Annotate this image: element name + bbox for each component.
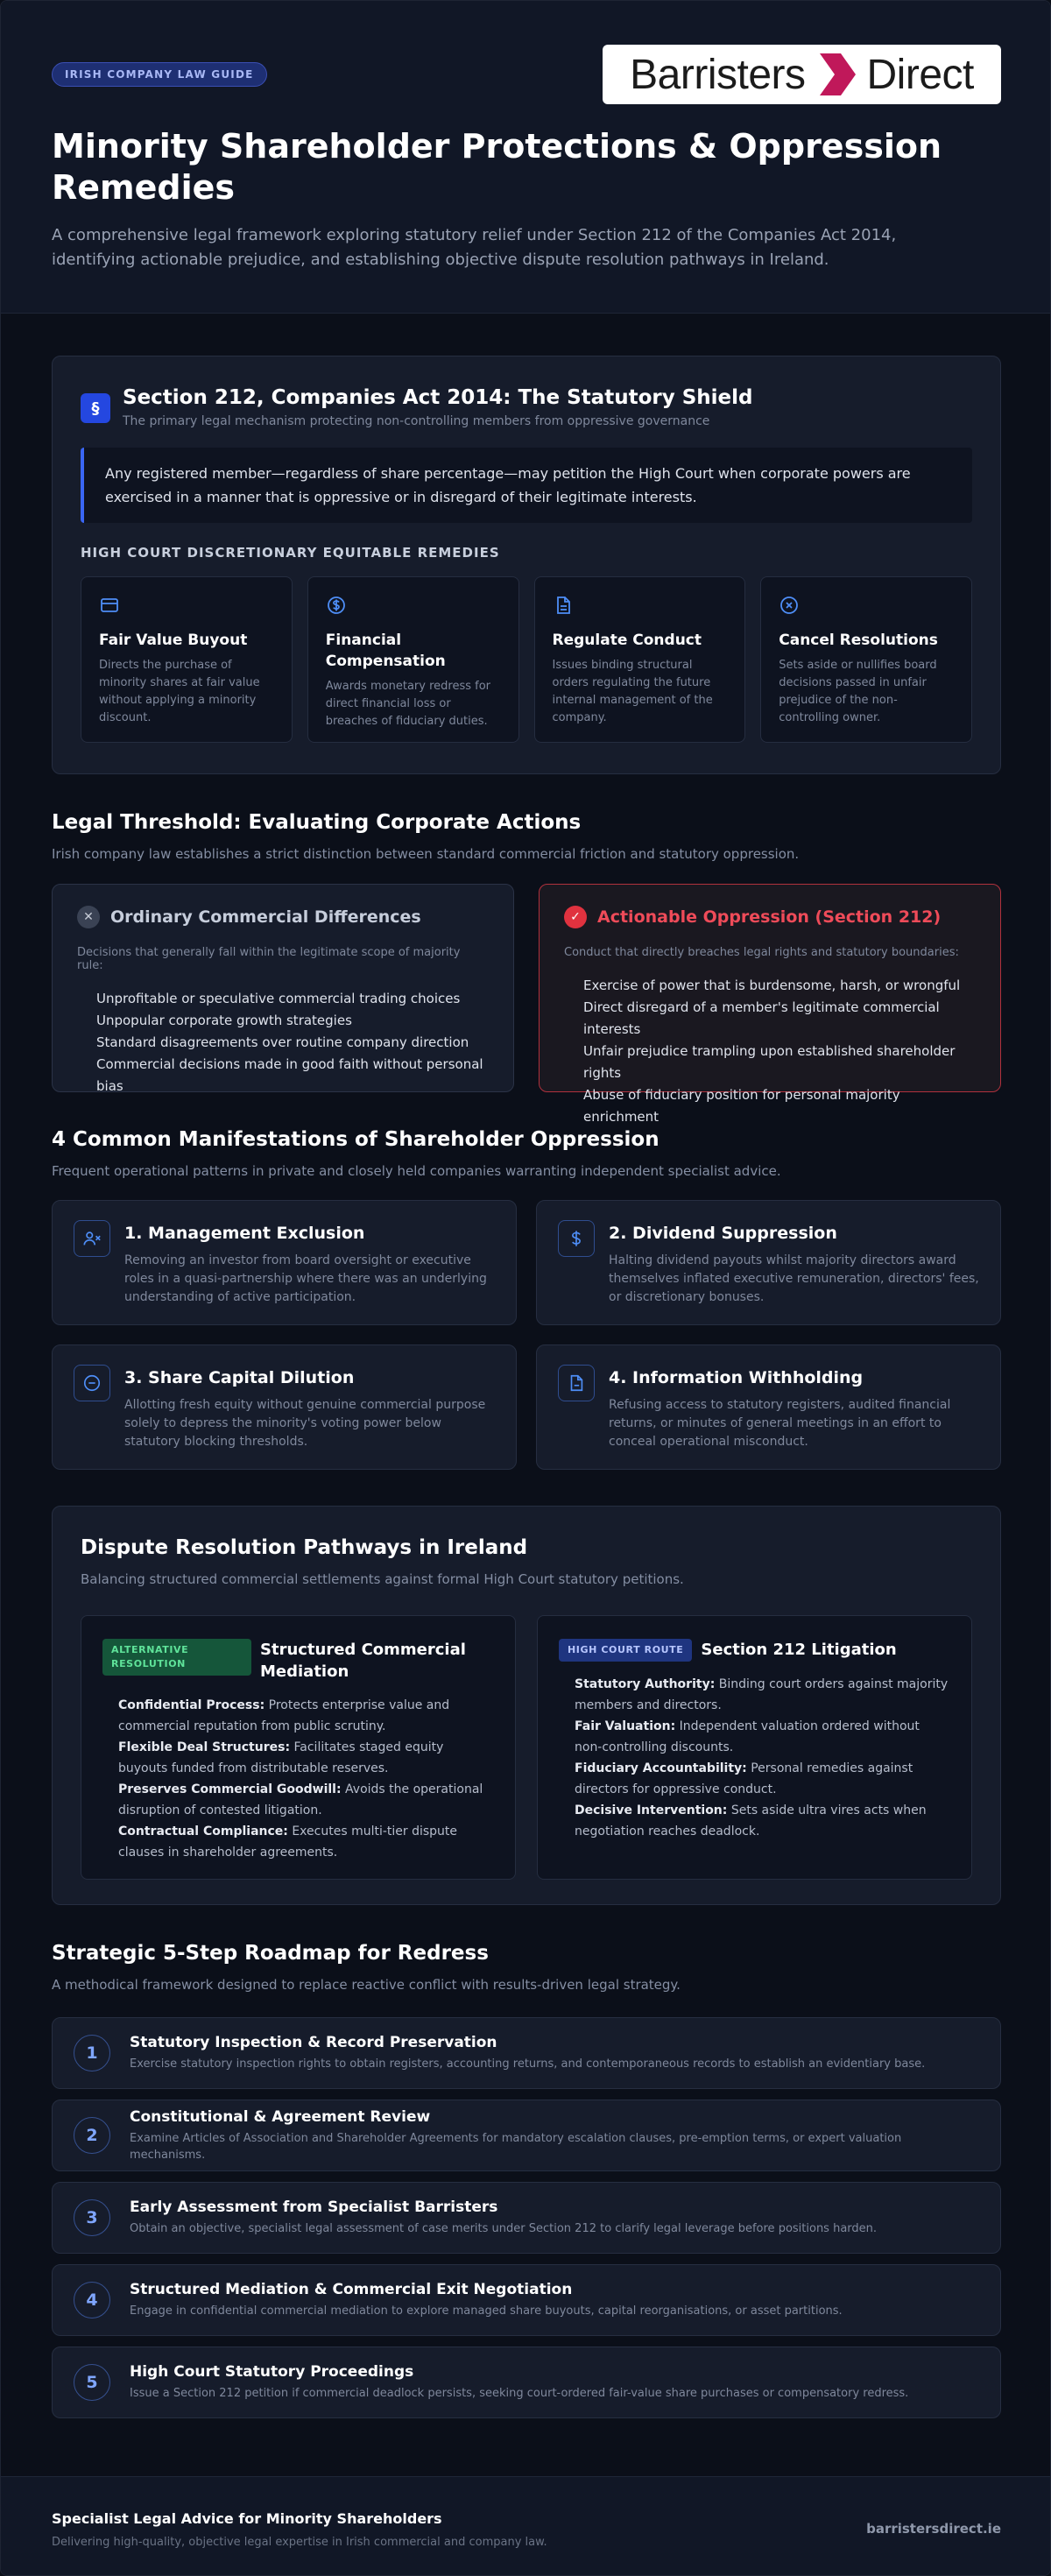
- footer-title: Specialist Legal Advice for Minority Shareholders: [52, 2510, 442, 2527]
- manifestations-header: [52, 1128, 1001, 1179]
- remedies-grid: [81, 576, 972, 743]
- remedy-title: Fair Value Buyout: [99, 632, 248, 649]
- dollar-icon: [326, 595, 347, 616]
- card-icon: [99, 595, 120, 616]
- page-subtitle: A comprehensive legal framework exploring statutory relief under Section 212 of the Companies Act 2014, identifying actionable prejudice, and establishing objective dispute resolution pathways in Ireland.: [52, 226, 897, 269]
- ordinary-list: [77, 988, 489, 1097]
- minus-circle-icon: [74, 1365, 110, 1401]
- list-item: Abuse of fiduciary position for personal majority enrichment: [583, 1087, 900, 1125]
- manifestation-title: 3. Share Capital Dilution: [124, 1368, 355, 1387]
- remedy-desc: Directs the purchase of minority shares at fair value without applying a minority discount.: [99, 659, 260, 724]
- manifestation-desc: Refusing access to statutory registers, audited financial returns, or minutes of general meetings in an effort to conceal operational misconduct.: [609, 1398, 951, 1449]
- section-212-subtitle: The primary legal mechanism protecting non-controlling members from oppressive governance: [123, 414, 710, 428]
- list-item: Flexible Deal Structures: Facilitates staged equity buyouts funded from distributable reserves.: [118, 1740, 444, 1775]
- remedy-card-regulate-conduct: [534, 576, 746, 743]
- list-item: Preserves Commercial Goodwill: Avoids the operational disruption of contested litigation.: [118, 1782, 483, 1817]
- roadmap-step: [52, 2100, 1001, 2171]
- check-icon: ✓: [564, 906, 587, 928]
- litigation-points: [559, 1674, 950, 1842]
- roadmap-step: [52, 2347, 1001, 2418]
- roadmap-subtitle: A methodical framework designed to replace reactive conflict with results-driven legal strategy.: [52, 1977, 681, 1993]
- list-item: Exercise of power that is burdensome, harsh, or wrongful: [583, 977, 961, 993]
- manifestation-title: 1. Management Exclusion: [124, 1224, 365, 1243]
- list-item: Unprofitable or speculative commercial trading choices: [96, 991, 461, 1006]
- remedy-desc: Awards monetary redress for direct financial loss or breaches of fiduciary duties.: [325, 680, 490, 728]
- step-desc: Issue a Section 212 petition if commercial deadlock persists, seeking court-ordered fair-value share purchases or compensatory redress.: [130, 2387, 909, 2400]
- step-number: 4: [74, 2282, 110, 2318]
- manifestation-desc: Halting dividend payouts whilst majority directors award themselves inflated executive remuneration, directors' fees, or discretionary bonuses.: [609, 1253, 979, 1304]
- dispute-title: Dispute Resolution Pathways in Ireland: [81, 1536, 528, 1559]
- remedy-card-financial-compensation: [307, 576, 519, 743]
- manifestation-desc: Allotting fresh equity without genuine commercial purpose solely to depress the minority's voting power below statutory blocking thresholds.: [124, 1398, 486, 1449]
- remedy-desc: Issues binding structural orders regulating the future internal management of the company.: [552, 659, 713, 724]
- step-title: Constitutional & Agreement Review: [130, 2107, 431, 2126]
- manifestations-title: 4 Common Manifestations of Shareholder Oppression: [52, 1128, 660, 1151]
- oppression-title: Actionable Oppression (Section 212): [597, 907, 942, 927]
- website-link[interactable]: barristersdirect.ie: [866, 2521, 1001, 2537]
- dollar-icon: [558, 1220, 595, 1257]
- litigation-pathway: [537, 1615, 972, 1880]
- page-footer: [1, 2476, 1051, 2576]
- footer-subtitle: Delivering high-quality, objective legal expertise in Irish commercial and company law.: [52, 2536, 547, 2549]
- step-number: 3: [74, 2199, 110, 2236]
- pathway-grid: [81, 1615, 972, 1880]
- logo-word-left: Barristers: [630, 51, 806, 98]
- list-item: Fair Valuation: Independent valuation ordered without non-controlling discounts.: [575, 1719, 920, 1754]
- page-title: Minority Shareholder Protections & Oppression Remedies: [52, 127, 942, 207]
- section-212-header: [81, 386, 972, 428]
- manifestation-title: 2. Dividend Suppression: [609, 1224, 837, 1243]
- list-item: Commercial decisions made in good faith without personal bias: [96, 1056, 483, 1094]
- oppression-desc: Conduct that directly breaches legal rights and statutory boundaries:: [564, 946, 959, 959]
- list-item: Unpopular corporate growth strategies: [96, 1013, 352, 1028]
- step-desc: Exercise statutory inspection rights to obtain registers, accounting returns, and contemporaneous records to establish an evidentiary base.: [130, 2057, 926, 2071]
- roadmap-title: Strategic 5-Step Roadmap for Redress: [52, 1942, 489, 1965]
- file-minus-icon: [558, 1365, 595, 1401]
- actionable-oppression-card: [539, 884, 1001, 1125]
- guide-badge: IRISH COMPANY LAW GUIDE: [52, 62, 267, 87]
- step-title: Structured Mediation & Commercial Exit Negotiation: [130, 2281, 573, 2298]
- alternative-resolution-tag: ALTERNATIVE RESOLUTION: [102, 1639, 251, 1676]
- dispute-resolution-card: [52, 1506, 1001, 1905]
- manifestation-card: [52, 1200, 517, 1325]
- hero-header: [1, 1, 1050, 314]
- step-title: Early Assessment from Specialist Barristers: [130, 2198, 498, 2216]
- list-item: Fiduciary Accountability: Personal remedies against directors for oppressive conduct.: [575, 1761, 913, 1796]
- mediation-pathway: [81, 1615, 516, 1880]
- manifestation-card: [52, 1344, 517, 1470]
- list-item: Decisive Intervention: Sets aside ultra vires acts when negotiation reaches deadlock.: [575, 1803, 927, 1838]
- roadmap-steps: [52, 2017, 1001, 2429]
- list-item: Contractual Compliance: Executes multi-tier dispute clauses in shareholder agreements.: [118, 1824, 458, 1860]
- step-desc: Engage in confidential commercial mediation to explore managed share buyouts, capital reorganisations, or asset partitions.: [130, 2304, 843, 2318]
- section-sign-icon: §: [81, 393, 110, 423]
- manifestation-card: [536, 1200, 1001, 1325]
- remedy-title: Cancel Resolutions: [779, 632, 938, 649]
- list-item: Confidential Process: Protects enterprise value and commercial reputation from public scrutiny.: [118, 1698, 450, 1733]
- section-212-title: Section 212, Companies Act 2014: The Statutory Shield: [123, 386, 753, 409]
- threshold-subtitle: Irish company law establishes a strict distinction between standard commercial friction and statutory oppression.: [52, 846, 800, 862]
- step-number: 2: [74, 2117, 110, 2154]
- roadmap-step: [52, 2182, 1001, 2254]
- cancel-icon: [779, 595, 800, 616]
- ordinary-differences-card: [52, 884, 514, 1092]
- brand-logo[interactable]: [603, 45, 1001, 104]
- litigation-title: Section 212 Litigation: [701, 1641, 897, 1659]
- list-item: Direct disregard of a member's legitimate commercial interests: [583, 999, 940, 1037]
- mediation-title: Structured Commercial Mediation: [260, 1641, 466, 1681]
- ordinary-desc: Decisions that generally fall within the legitimate scope of majority rule:: [77, 946, 461, 972]
- remedy-title: Financial Compensation: [325, 632, 446, 670]
- list-item: Statutory Authority: Binding court orders against majority members and directors.: [575, 1677, 949, 1712]
- ordinary-title: Ordinary Commercial Differences: [110, 907, 421, 927]
- threshold-grid: [52, 884, 1001, 1125]
- close-icon: ✕: [77, 906, 100, 928]
- list-item: Unfair prejudice trampling upon established shareholder rights: [583, 1043, 956, 1081]
- threshold-header: [52, 811, 1001, 862]
- step-desc: Obtain an objective, specialist legal assessment of case merits under Section 212 to clarify legal leverage before positions harden.: [130, 2222, 878, 2235]
- manifestations-grid: [52, 1200, 1001, 1470]
- step-desc: Examine Articles of Association and Shareholder Agreements for mandatory escalation clauses, pre-emption terms, or expert valuation mechanisms.: [130, 2131, 902, 2162]
- remedy-card-fair-value-buyout: [81, 576, 293, 743]
- remedy-title: Regulate Conduct: [552, 632, 702, 649]
- roadmap-step: [52, 2264, 1001, 2336]
- user-remove-icon: [74, 1220, 110, 1257]
- oppression-list: [564, 975, 976, 1128]
- dispute-subtitle: Balancing structured commercial settlements against formal High Court statutory petitions.: [81, 1571, 684, 1587]
- manifestation-desc: Removing an investor from board oversight or executive roles in a quasi-partnership where there was an underlying understanding of active participation.: [124, 1253, 487, 1304]
- roadmap-step: [52, 2017, 1001, 2089]
- step-title: High Court Statutory Proceedings: [130, 2363, 414, 2381]
- high-court-route-tag: HIGH COURT ROUTE: [559, 1639, 692, 1662]
- chevron-logo-icon: [815, 51, 858, 98]
- threshold-title: Legal Threshold: Evaluating Corporate Actions: [52, 811, 582, 834]
- logo-word-right: Direct: [866, 51, 974, 98]
- statutory-quote: Any registered member—regardless of share percentage—may petition the High Court when corporate powers are exercised in a manner that is oppressive or in disregard of their legitimate interests.: [81, 448, 972, 523]
- document-icon: [553, 595, 574, 616]
- list-item: Standard disagreements over routine company direction: [96, 1034, 469, 1050]
- manifestations-subtitle: Frequent operational patterns in private and closely held companies warranting independent specialist advice.: [52, 1163, 781, 1179]
- step-number: 1: [74, 2035, 110, 2071]
- manifestation-title: 4. Information Withholding: [609, 1368, 864, 1387]
- manifestation-card: [536, 1344, 1001, 1470]
- step-title: Statutory Inspection & Record Preservation: [130, 2034, 497, 2051]
- mediation-points: [102, 1695, 494, 1863]
- remedy-card-cancel-resolutions: [760, 576, 972, 743]
- roadmap-header: [52, 1942, 1001, 1993]
- section-212-card: [52, 356, 1001, 774]
- remedy-desc: Sets aside or nullifies board decisions passed in unfair prejudice of the non-controlling owner.: [779, 659, 937, 724]
- remedies-label: HIGH COURT DISCRETIONARY EQUITABLE REMEDIES: [81, 545, 500, 561]
- step-number: 5: [74, 2364, 110, 2401]
